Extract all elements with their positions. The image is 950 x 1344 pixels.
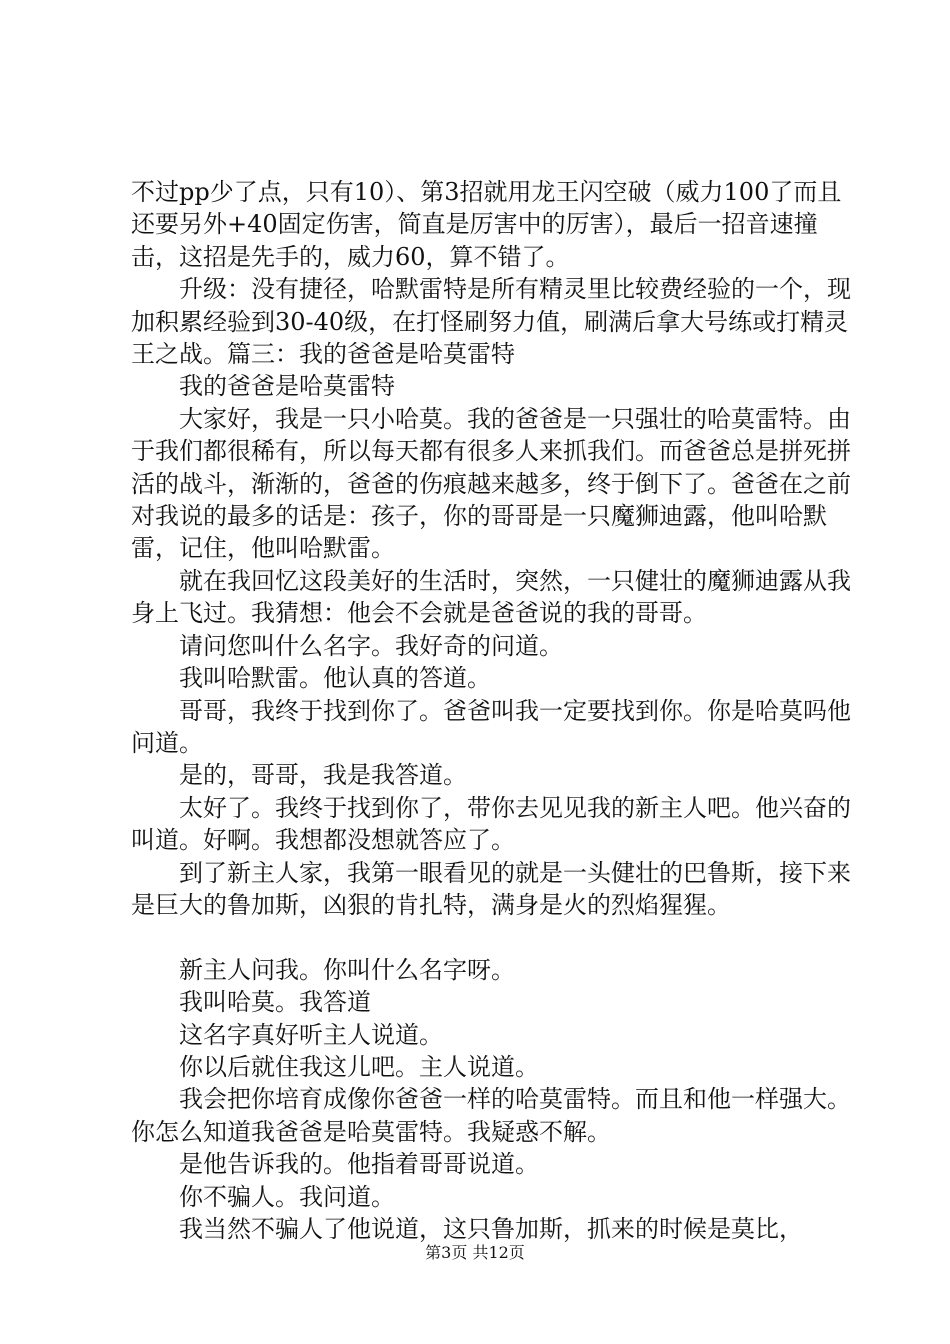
paragraph: 我叫哈莫。我答道 bbox=[179, 988, 371, 1017]
paragraph: 你以后就住我这儿吧。主人说道。 bbox=[179, 1052, 539, 1081]
paragraph: 到了新主人家，我第一眼看见的就是一头健壮的巴鲁斯，接下来是巨大的鲁加斯，凶狠的肯扎特，满身是火的烈焰猩猩。 bbox=[131, 858, 851, 919]
paragraph: 我叫哈默雷。他认真的答道。 bbox=[179, 664, 491, 693]
blank-line bbox=[131, 921, 851, 953]
page-number-footer: 第3页 共12页 bbox=[425, 1243, 525, 1262]
paragraph: 这名字真好听主人说道。 bbox=[179, 1020, 443, 1049]
paragraph: 哥哥，我终于找到你了。爸爸叫我一定要找到你。你是哈莫吗他问道。 bbox=[131, 696, 851, 757]
paragraph: 大家好，我是一只小哈莫。我的爸爸是一只强壮的哈莫雷特。由于我们都很稀有，所以每天都有很多人来抓我们。而爸爸总是拼死拼活的战斗，渐渐的，爸爸的伤痕越来越多，终于倒下了。爸爸在之前对我说的最多的话是：孩子，你的哥哥是一只魔狮迪露，他叫哈默雷，记住，他叫哈默雷。 bbox=[131, 404, 851, 563]
paragraph: 我当然不骗人了他说道，这只鲁加斯，抓来的时候是莫比， bbox=[179, 1214, 803, 1243]
paragraph: 我会把你培育成像你爸爸一样的哈莫雷特。而且和他一样强大。你怎么知道我爸爸是哈莫雷特。我疑惑不解。 bbox=[131, 1085, 851, 1146]
paragraph: 你不骗人。我问道。 bbox=[179, 1182, 395, 1211]
paragraph: 新主人问我。你叫什么名字呀。 bbox=[179, 955, 515, 984]
document-body bbox=[131, 176, 851, 1245]
paragraph: 升级：没有捷径，哈默雷特是所有精灵里比较费经验的一个，现加积累经验到30-40级，在打怪刷努力值，刷满后拿大号练或打精灵王之战。篇三：我的爸爸是哈莫雷特 bbox=[131, 275, 851, 369]
paragraph: 请问您叫什么名字。我好奇的问道。 bbox=[179, 631, 563, 660]
section-title: 我的爸爸是哈莫雷特 bbox=[179, 372, 395, 401]
paragraph: 就在我回忆这段美好的生活时，突然，一只健壮的魔狮迪露从我身上飞过。我猜想：他会不会就是爸爸说的我的哥哥。 bbox=[131, 566, 851, 628]
paragraph: 太好了。我终于找到你了，带你去见见我的新主人吧。他兴奋的叫道。好啊。我想都没想就答应了。 bbox=[131, 793, 851, 855]
paragraph: 是他告诉我的。他指着哥哥说道。 bbox=[179, 1150, 539, 1179]
paragraph: 不过pp少了点，只有10）、第3招就用龙王闪空破（威力100了而且还要另外+40固定伤害，简直是厉害中的厉害），最后一招音速撞击，这招是先手的，威力60，算不错了。 bbox=[131, 178, 842, 271]
paragraph: 是的，哥哥，我是我答道。 bbox=[179, 761, 467, 790]
